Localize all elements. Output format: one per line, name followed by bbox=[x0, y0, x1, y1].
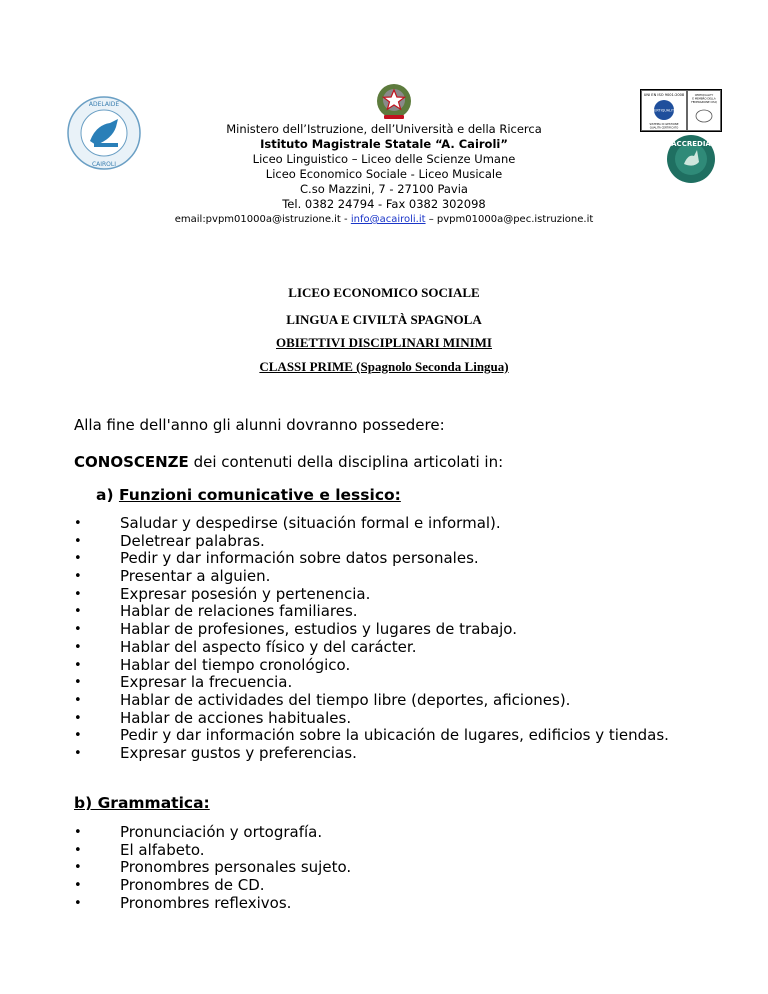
school-address: C.so Mazzini, 7 - 27100 Pavia bbox=[300, 182, 468, 196]
conoscenze-line bbox=[74, 453, 503, 471]
intro-text: Alla fine dell'anno gli alunni dovranno possedere: bbox=[74, 416, 445, 434]
list-item: • Expresar gustos y preferencias. bbox=[74, 745, 669, 763]
title-liceo: LICEO ECONOMICO SOCIALE bbox=[288, 285, 480, 300]
italian-republic-emblem-icon bbox=[376, 82, 412, 120]
conoscenze-text: dei contenuti della disciplina articolati in: bbox=[188, 453, 504, 471]
school-courses-2: Liceo Economico Sociale - Liceo Musicale bbox=[265, 167, 503, 181]
svg-text:È MEMBRO DELLA: È MEMBRO DELLA bbox=[692, 97, 716, 101]
svg-text:ADELAIDE: ADELAIDE bbox=[88, 101, 120, 108]
section-a-list bbox=[74, 515, 669, 763]
email-prefix: email:pvpm01000a@istruzione.it - bbox=[174, 214, 351, 225]
list-item: • Pronombres de CD. bbox=[74, 877, 351, 895]
accredia-label: ACCREDIA bbox=[671, 140, 711, 148]
section-a-heading bbox=[96, 486, 401, 504]
section-b-list bbox=[74, 824, 351, 912]
cert-top-text: UNI EN ISO 9001:2008 bbox=[643, 93, 685, 97]
list-item: • Pronombres personales sujeto. bbox=[74, 859, 351, 877]
svg-text:SISTEMA DI GESTIONE: SISTEMA DI GESTIONE bbox=[649, 123, 679, 126]
ministry-line: Ministero dell’Istruzione, dell’Università e della Ricerca bbox=[226, 122, 542, 136]
list-item: • Hablar de acciones habituales. bbox=[74, 710, 669, 728]
school-phone: Tel. 0382 24794 - Fax 0382 302098 bbox=[282, 197, 486, 211]
school-courses-1: Liceo Linguistico – Liceo delle Scienze Umane bbox=[252, 152, 516, 166]
list-item: • Expresar posesión y pertenencia. bbox=[74, 586, 669, 604]
info-email-link[interactable]: info@acairoli.it bbox=[350, 214, 426, 225]
list-item: • Saludar y despedirse (situación formal e informal). bbox=[74, 515, 669, 533]
list-item: • Hablar de relaciones familiares. bbox=[74, 603, 669, 621]
list-item: • Pedir y dar información sobre datos personales. bbox=[74, 550, 669, 568]
list-item: • Presentar a alguien. bbox=[74, 568, 669, 586]
list-item: • Hablar de profesiones, estudios y lugares de trabajo. bbox=[74, 621, 669, 639]
svg-text:QUALITÀ CERTIFICATO: QUALITÀ CERTIFICATO bbox=[649, 126, 679, 130]
svg-text:FEDERAZIONE CISQ: FEDERAZIONE CISQ bbox=[691, 101, 717, 104]
conoscenze-label: CONOSCENZE bbox=[74, 453, 189, 471]
svg-text:CAIROLI: CAIROLI bbox=[91, 161, 117, 168]
section-a-prefix: a) bbox=[96, 486, 119, 504]
svg-text:CERTIQUALITY: CERTIQUALITY bbox=[694, 94, 714, 97]
list-item: • Pronombres reflexivos. bbox=[74, 895, 351, 913]
list-item: • Hablar de actividades del tiempo libre (deportes, aficiones). bbox=[74, 692, 669, 710]
section-b-heading: b) Grammatica: bbox=[74, 794, 210, 812]
list-item: • Expresar la frecuencia. bbox=[74, 674, 669, 692]
school-name: Istituto Magistrale Statale “A. Cairoli” bbox=[260, 137, 508, 151]
title-classes: CLASSI PRIME (Spagnolo Seconda Lingua) bbox=[259, 359, 509, 374]
title-subject: LINGUA E CIVILTÀ SPAGNOLA bbox=[286, 312, 482, 327]
list-item: • Hablar del tiempo cronológico. bbox=[74, 657, 669, 675]
list-item: • El alfabeto. bbox=[74, 842, 351, 860]
list-item: • Pronunciación y ortografía. bbox=[74, 824, 351, 842]
list-item: • Deletrear palabras. bbox=[74, 533, 669, 551]
email-suffix: – pvpm01000a@pec.istruzione.it bbox=[425, 214, 594, 225]
institution-header bbox=[0, 122, 768, 227]
title-objectives: OBIETTIVI DISCIPLINARI MINIMI bbox=[276, 335, 492, 350]
list-item: • Pedir y dar información sobre la ubicación de lugares, edificios y tiendas. bbox=[74, 727, 669, 745]
email-line bbox=[0, 212, 768, 227]
section-a-title: Funzioni comunicative e lessico: bbox=[118, 486, 401, 504]
list-item: • Hablar del aspecto físico y del carácter. bbox=[74, 639, 669, 657]
svg-text:CERTIQUALITY: CERTIQUALITY bbox=[651, 108, 677, 113]
